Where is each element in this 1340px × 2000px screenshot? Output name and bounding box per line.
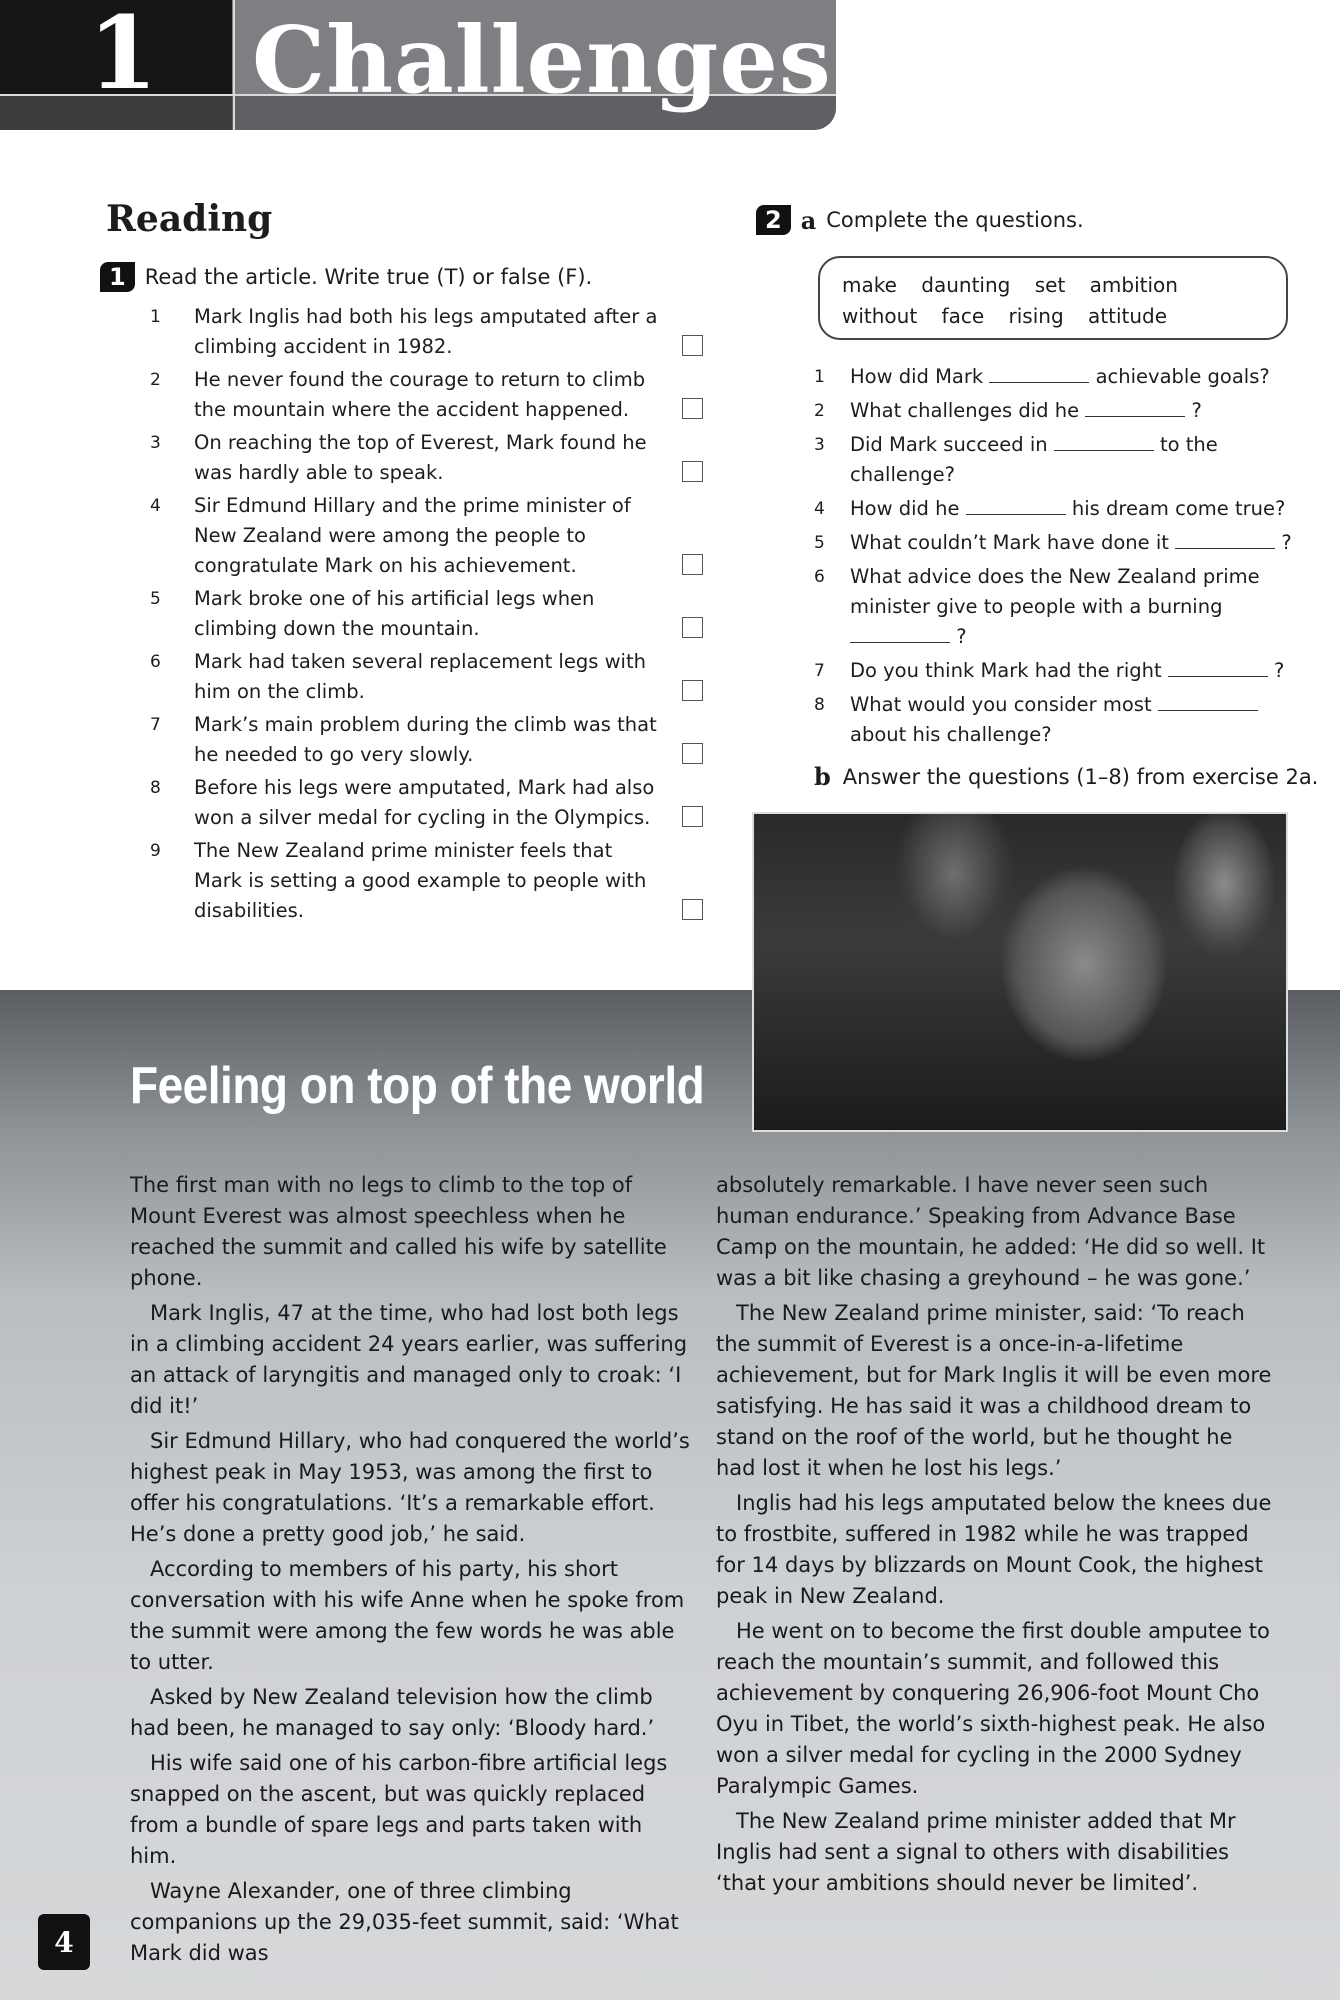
word-box-word: rising [1008, 304, 1064, 328]
question-text [850, 656, 1294, 686]
question-list [814, 362, 1294, 754]
climber-photo [752, 812, 1288, 1132]
question-before: What would you consider most [850, 693, 1152, 716]
question-after: ? [1274, 659, 1285, 682]
article-paragraph: The New Zealand prime minister, said: ‘To reach the summit of Everest is a once-in-a-lifetime achievement, but for Mark Inglis it will be even more satisfying. He has said it was a childhood dream to stand on the roof of the world, but he thought he had lost it when he lost his legs.’ [716, 1301, 1272, 1480]
item-number: 3 [150, 433, 161, 453]
question-before: How did he [850, 497, 960, 520]
question-before: Do you think Mark had the right [850, 659, 1162, 682]
item-statement: Mark Inglis had both his legs amputated after a climbing accident in 1982. [194, 305, 658, 358]
item-statement: Mark broke one of his artificial legs when climbing down the mountain. [194, 587, 595, 640]
word-box-word: make [842, 273, 897, 297]
answer-blank[interactable] [966, 496, 1066, 515]
answer-checkbox[interactable] [682, 398, 703, 419]
question-before: What couldn’t Mark have done it [850, 531, 1169, 554]
item-number: 4 [150, 496, 161, 516]
question-after: achievable goals? [1095, 365, 1270, 388]
question-text [850, 528, 1294, 558]
article-paragraph: absolutely remarkable. I have never seen such human endurance.’ Speaking from Advance Base Camp on the mountain, he added: ‘He did so well. It was a bit like chasing a greyhound – he was gone.’ [716, 1173, 1266, 1290]
question-after: his dream come true? [1071, 497, 1286, 520]
exercise-instruction: Read the article. Write true (T) or false (F). [144, 265, 593, 289]
list-item [150, 428, 710, 488]
article-paragraph: Sir Edmund Hillary, who had conquered the world’s highest peak in May 1953, was among the first to offer his congratulations. ‘It’s a remarkable effort. He’s done a pretty good job,’ he said. [130, 1429, 690, 1546]
article-title: Feeling on top of the world [130, 1055, 705, 1115]
true-false-list [150, 302, 710, 929]
item-number: 6 [150, 652, 161, 672]
list-item [150, 365, 710, 425]
question-text [850, 690, 1294, 750]
exercise-1-heading [100, 262, 592, 292]
question-number: 2 [814, 401, 825, 421]
list-item [150, 773, 710, 833]
question-text [850, 494, 1294, 524]
word-box-row [842, 301, 1264, 332]
unit-title: Challenges [252, 6, 832, 114]
article-column-1 [130, 1170, 690, 1973]
list-item [150, 647, 710, 707]
answer-blank[interactable] [1168, 658, 1268, 677]
answer-blank[interactable] [1085, 398, 1185, 417]
answer-checkbox[interactable] [682, 554, 703, 575]
article-paragraph: Mark Inglis, 47 at the time, who had lost both legs in a climbing accident 24 years earlier, was suffering an attack of laryngitis and managed only to croak: ‘I did it!’ [130, 1301, 688, 1418]
answer-checkbox[interactable] [682, 743, 703, 764]
question-number: 8 [814, 695, 825, 715]
article-paragraph: He went on to become the first double amputee to reach the mountain’s summit, and followed this achievement by conquering 26,906-foot Mount Cho Oyu in Tibet, the world’s sixth-highest peak. He also won a silver medal for cycling in the 2000 Sydney Paralympic Games. [716, 1619, 1270, 1798]
article-paragraph: According to members of his party, his short conversation with his wife Anne when he spoke from the summit were among the few words he was able to utter. [130, 1557, 685, 1674]
answer-blank[interactable] [1175, 530, 1275, 549]
answer-checkbox[interactable] [682, 899, 703, 920]
question-after: ? [1281, 531, 1292, 554]
question-text [850, 362, 1294, 392]
exercise-instruction: Complete the questions. [826, 208, 1084, 232]
article-paragraph: The first man with no legs to climb to the top of Mount Everest was almost speechless when he reached the summit and called his wife by satellite phone. [130, 1173, 667, 1290]
answer-checkbox[interactable] [682, 335, 703, 356]
item-statement: Sir Edmund Hillary and the prime minister of New Zealand were among the people to congratulate Mark on his achievement. [194, 494, 631, 577]
question-before: What advice does the New Zealand prime minister give to people with a burning [850, 565, 1260, 618]
unit-header [0, 0, 836, 130]
part-letter: a [800, 205, 817, 235]
exercise-2a-heading [756, 205, 1084, 235]
answer-blank[interactable] [1054, 432, 1154, 451]
answer-blank[interactable] [1158, 692, 1258, 711]
item-number: 7 [150, 715, 161, 735]
word-box-word: set [1034, 273, 1066, 297]
article-paragraph: Wayne Alexander, one of three climbing companions up the 29,035-feet summit, said: ‘What Mark did was [130, 1879, 679, 1965]
item-number: 1 [150, 307, 161, 327]
answer-blank[interactable] [989, 364, 1089, 383]
item-number: 2 [150, 370, 161, 390]
question-item [814, 396, 1294, 426]
answer-checkbox[interactable] [682, 806, 703, 827]
unit-number: 1 [88, 0, 158, 112]
item-number: 8 [150, 778, 161, 798]
answer-checkbox[interactable] [682, 617, 703, 638]
item-statement: On reaching the top of Everest, Mark found he was hardly able to speak. [194, 431, 647, 484]
question-number: 1 [814, 367, 825, 387]
item-statement: Mark’s main problem during the climb was that he needed to go very slowly. [194, 713, 657, 766]
question-after: about his challenge? [850, 723, 1052, 746]
word-box-word: attitude [1088, 304, 1168, 328]
question-item [814, 362, 1294, 392]
exercise-instruction: Answer the questions (1–8) from exercise 2a. [842, 764, 1319, 789]
exercise-number-badge: 2 [756, 205, 791, 235]
question-item [814, 562, 1294, 652]
question-item [814, 494, 1294, 524]
exercise-number-badge: 1 [100, 262, 135, 292]
question-number: 6 [814, 567, 825, 587]
question-after: ? [956, 625, 967, 648]
item-statement: The New Zealand prime minister feels that Mark is setting a good example to people with disabilities. [194, 839, 647, 922]
question-before: What challenges did he [850, 399, 1080, 422]
exercise-2b-heading [814, 762, 1318, 791]
word-box-word: without [842, 304, 918, 328]
answer-blank[interactable] [850, 624, 950, 643]
article-paragraph: Asked by New Zealand television how the climb had been, he managed to say only: ‘Bloody hard.’ [130, 1685, 655, 1740]
article-column-2 [716, 1170, 1276, 1903]
answer-checkbox[interactable] [682, 461, 703, 482]
list-item [150, 836, 710, 926]
list-item [150, 584, 710, 644]
question-before: Did Mark succeed in [850, 433, 1048, 456]
question-text [850, 396, 1294, 426]
item-statement: Before his legs were amputated, Mark had also won a silver medal for cycling in the Olympics. [194, 776, 655, 829]
list-item [150, 710, 710, 770]
article-paragraph: Inglis had his legs amputated below the knees due to frostbite, suffered in 1982 while he was trapped for 14 days by blizzards on Mount Cook, the highest peak in New Zealand. [716, 1491, 1272, 1608]
question-text [850, 562, 1294, 652]
word-box-word: ambition [1089, 273, 1178, 297]
question-number: 3 [814, 435, 825, 455]
question-after: to the challenge? [850, 433, 1218, 486]
question-number: 7 [814, 661, 825, 681]
part-letter: b [814, 762, 831, 791]
item-number: 9 [150, 841, 161, 861]
question-text [850, 430, 1294, 490]
item-statement: Mark had taken several replacement legs with him on the climb. [194, 650, 646, 703]
page-number: 4 [38, 1914, 90, 1970]
list-item [150, 491, 710, 581]
question-item [814, 430, 1294, 490]
item-statement: He never found the courage to return to climb the mountain where the accident happened. [194, 368, 646, 421]
question-number: 5 [814, 533, 825, 553]
question-item [814, 656, 1294, 686]
word-box-word: daunting [921, 273, 1011, 297]
question-item [814, 528, 1294, 558]
article-paragraph: His wife said one of his carbon-fibre artificial legs snapped on the ascent, but was quickly replaced from a bundle of spare legs and parts taken with him. [130, 1751, 668, 1868]
article-paragraph: The New Zealand prime minister added that Mr Inglis had sent a signal to others with disabilities ‘that your ambitions should never be limited’. [716, 1809, 1236, 1895]
question-item [814, 690, 1294, 750]
answer-checkbox[interactable] [682, 680, 703, 701]
list-item [150, 302, 710, 362]
word-box-row [842, 270, 1264, 301]
word-box [818, 256, 1288, 340]
question-after: ? [1191, 399, 1202, 422]
question-before: How did Mark [850, 365, 984, 388]
section-title-reading: Reading [106, 198, 273, 240]
word-box-word: face [941, 304, 985, 328]
item-number: 5 [150, 589, 161, 609]
question-number: 4 [814, 499, 825, 519]
header-divider-vertical [233, 0, 235, 130]
